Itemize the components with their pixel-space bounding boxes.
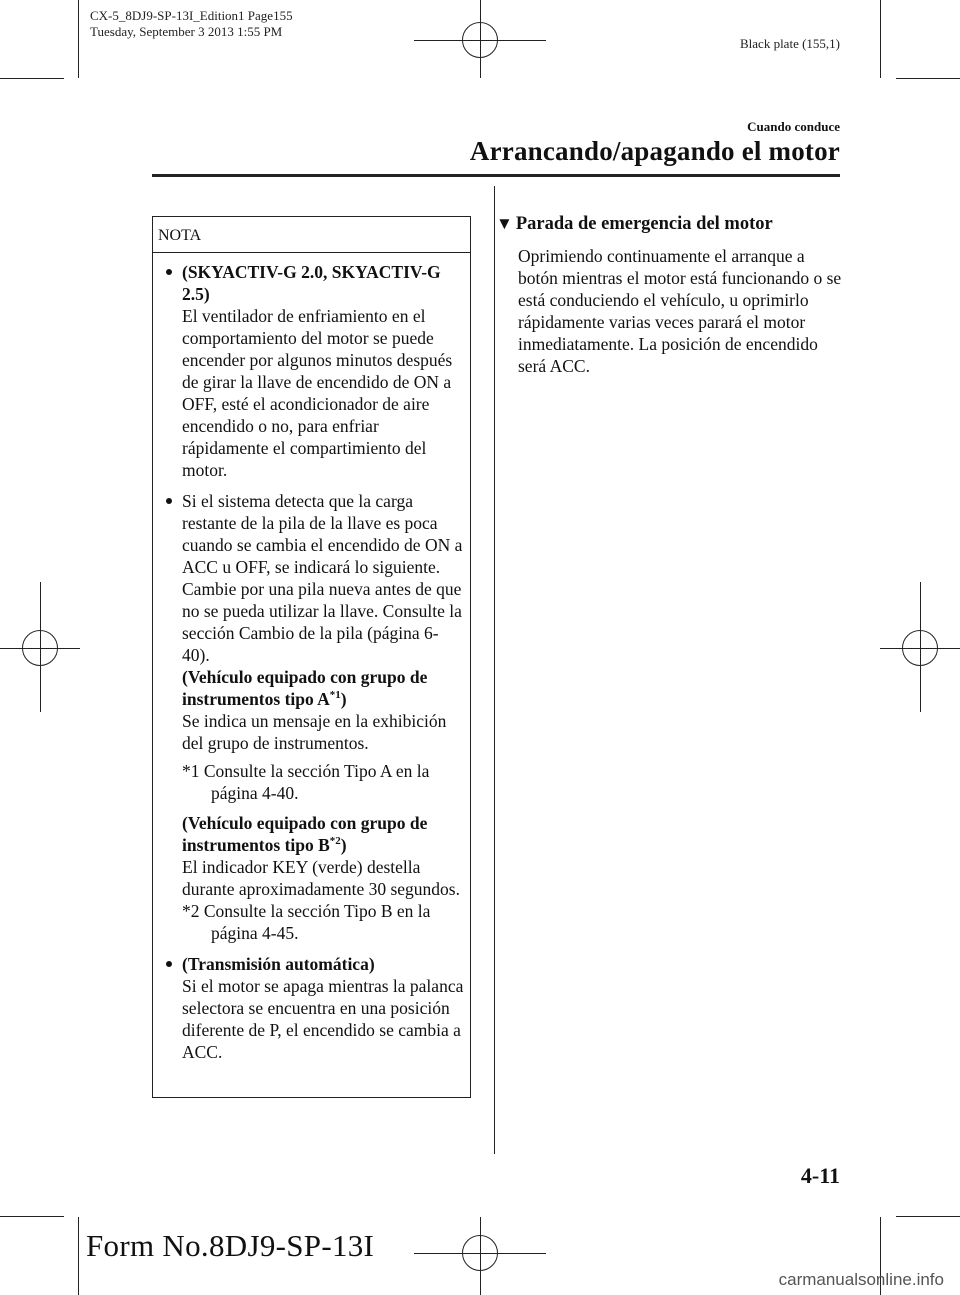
bullet-icon (166, 498, 172, 504)
footnote-1: *1 Consulte la sección Tipo A en la página 4-40. (182, 761, 430, 803)
sub-heading-type-a: (Vehículo equipado con grupo de instrumentos tipo $A^{*1}$) (182, 667, 428, 709)
note-item-skyactiv (160, 261, 464, 481)
note-item-key-battery (160, 490, 464, 944)
note-heading: NOTA (153, 217, 470, 253)
bullet-icon (166, 269, 172, 275)
emergency-section (494, 214, 844, 377)
slug-line-1: CX-5_8DJ9-SP-13I_Edition1 Page155 (90, 8, 293, 23)
header-rule (152, 174, 840, 177)
sub-heading-type-b: (Vehículo equipado con grupo de instrumentos tipo $B^{*2}$) (182, 813, 428, 855)
triangle-down-icon: ▼ (496, 214, 513, 233)
watermark: carmanualsonline.info (778, 1270, 944, 1289)
form-number: Form No.8DJ9-SP-13I (86, 1228, 375, 1263)
footnote-2: *2 Consulte la sección Tipo B en la página 4-45. (182, 901, 431, 943)
note-item-text: Si el sistema detecta que la carga restante de la pila de la llave es poca cuando se cambia el encendido de ON a ACC u OFF, se indicará lo siguiente. (182, 491, 463, 577)
bullet-icon (166, 961, 172, 967)
note-item-text: Si el motor se apaga mientras la palanca selectora se encuentra en una posición diferente de P, el encendido se cambia a ACC. (182, 976, 464, 1062)
page-number: 4-11 (800, 1163, 840, 1188)
note-item-text: Cambie por una pila nueva antes de que no se pueda utilizar la llave. Consulte la sección Cambio de la pila (página 6-40). (182, 579, 462, 665)
sub-text-type-a: Se indica un mensaje en la exhibición del grupo de instrumentos. (182, 711, 447, 753)
note-item-automatic (160, 953, 464, 1063)
note-body (153, 253, 470, 1063)
emergency-heading: ▼ Parada de emergencia del motor (496, 214, 773, 234)
page-title: Arrancando/apagando el motor (469, 136, 840, 166)
emergency-text: Oprimiendo continuamente el arranque a botón mientras el motor está funcionando o se está conduciendo el vehículo, u oprimirlo rápidamente varias veces parará el motor inmediatamente. La posición de encendido será ACC. (518, 246, 842, 376)
print-slug (90, 8, 293, 40)
note-item-title: (Transmisión automática) (182, 954, 375, 974)
section-label: Cuando conduce (747, 119, 840, 134)
slug-line-2: Tuesday, September 3 2013 1:55 PM (90, 24, 283, 39)
note-box (152, 216, 471, 1098)
sub-text-type-b: El indicador KEY (verde) destella durante aproximadamente 30 segundos. (182, 857, 460, 899)
note-item-text: El ventilador de enfriamiento en el comportamiento del motor se puede encender por algunos minutos después de girar la llave de encendido de ON a OFF, esté el acondicionador de aire encendido o no, para enfriar rápidamente el compartimiento del motor. (182, 306, 453, 480)
note-item-title: (SKYACTIV-G 2.0, SKYACTIV-G 2.5) (182, 262, 441, 304)
plate-label: Black plate (155,1) (740, 36, 840, 51)
